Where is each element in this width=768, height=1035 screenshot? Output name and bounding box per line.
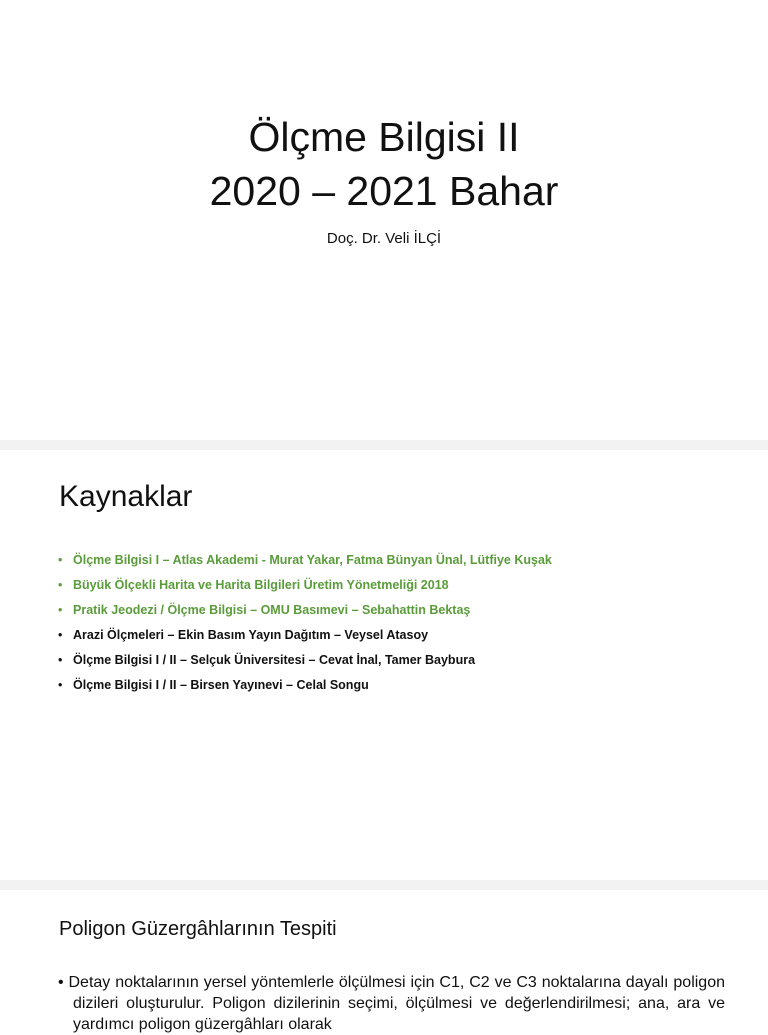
source-item [58,648,552,673]
bullet-icon: • [58,553,63,567]
source-text: Ölçme Bilgisi I – Atlas Akademi - Murat Yakar, Fatma Bünyan Ünal, Lütfiye Kuşak [73,553,552,567]
polygon-heading: Poligon Güzergâhlarının Tespiti [59,918,337,940]
sources-list [58,548,552,698]
source-text: Ölçme Bilgisi I / II – Selçuk Üniversitesi – Cevat İnal, Tamer Baybura [73,653,476,667]
polygon-paragraph: • Detay noktalarının yersel yöntemlerle ölçülmesi için C1, C2 ve C3 noktalarına dayalı poligon dizileri oluşturulur. Poligon dizilerinin seçimi, ölçülmesi ve değerlendirilmesi; ana, ara ve yardımcı poligon güzergâhları olarak [58,974,725,1033]
title-line-1: Ölçme Bilgisi II [248,114,520,160]
slide-separator [0,440,768,450]
source-item [58,673,552,698]
title-line-2: 2020 – 2021 Bahar [209,168,559,214]
sources-heading: Kaynaklar [59,480,193,513]
bullet-icon: • [58,603,63,617]
bullet-icon: • [58,628,63,642]
source-item [58,623,552,648]
bullet-icon: • [58,653,63,667]
polygon-slide [0,890,768,1033]
author-name: Doç. Dr. Veli İLÇİ [326,230,442,247]
source-text: Arazi Ölçmeleri – Ekin Basım Yayın Dağıtım – Veysel Atasoy [73,628,429,642]
title-slide [0,0,768,440]
slide-separator [0,880,768,890]
source-item [58,548,552,573]
source-text: Büyük Ölçekli Harita ve Harita Bilgileri Üretim Yönetmeliği 2018 [73,578,449,592]
bullet-icon: • [58,678,63,692]
sources-slide [0,450,768,880]
source-text: Pratik Jeodezi / Ölçme Bilgisi – OMU Basımevi – Sebahattin Bektaş [73,603,471,617]
source-item [58,598,552,623]
source-item [58,573,552,598]
source-text: Ölçme Bilgisi I / II – Birsen Yayınevi – Celal Songu [73,678,369,692]
bullet-icon: • [58,578,63,592]
